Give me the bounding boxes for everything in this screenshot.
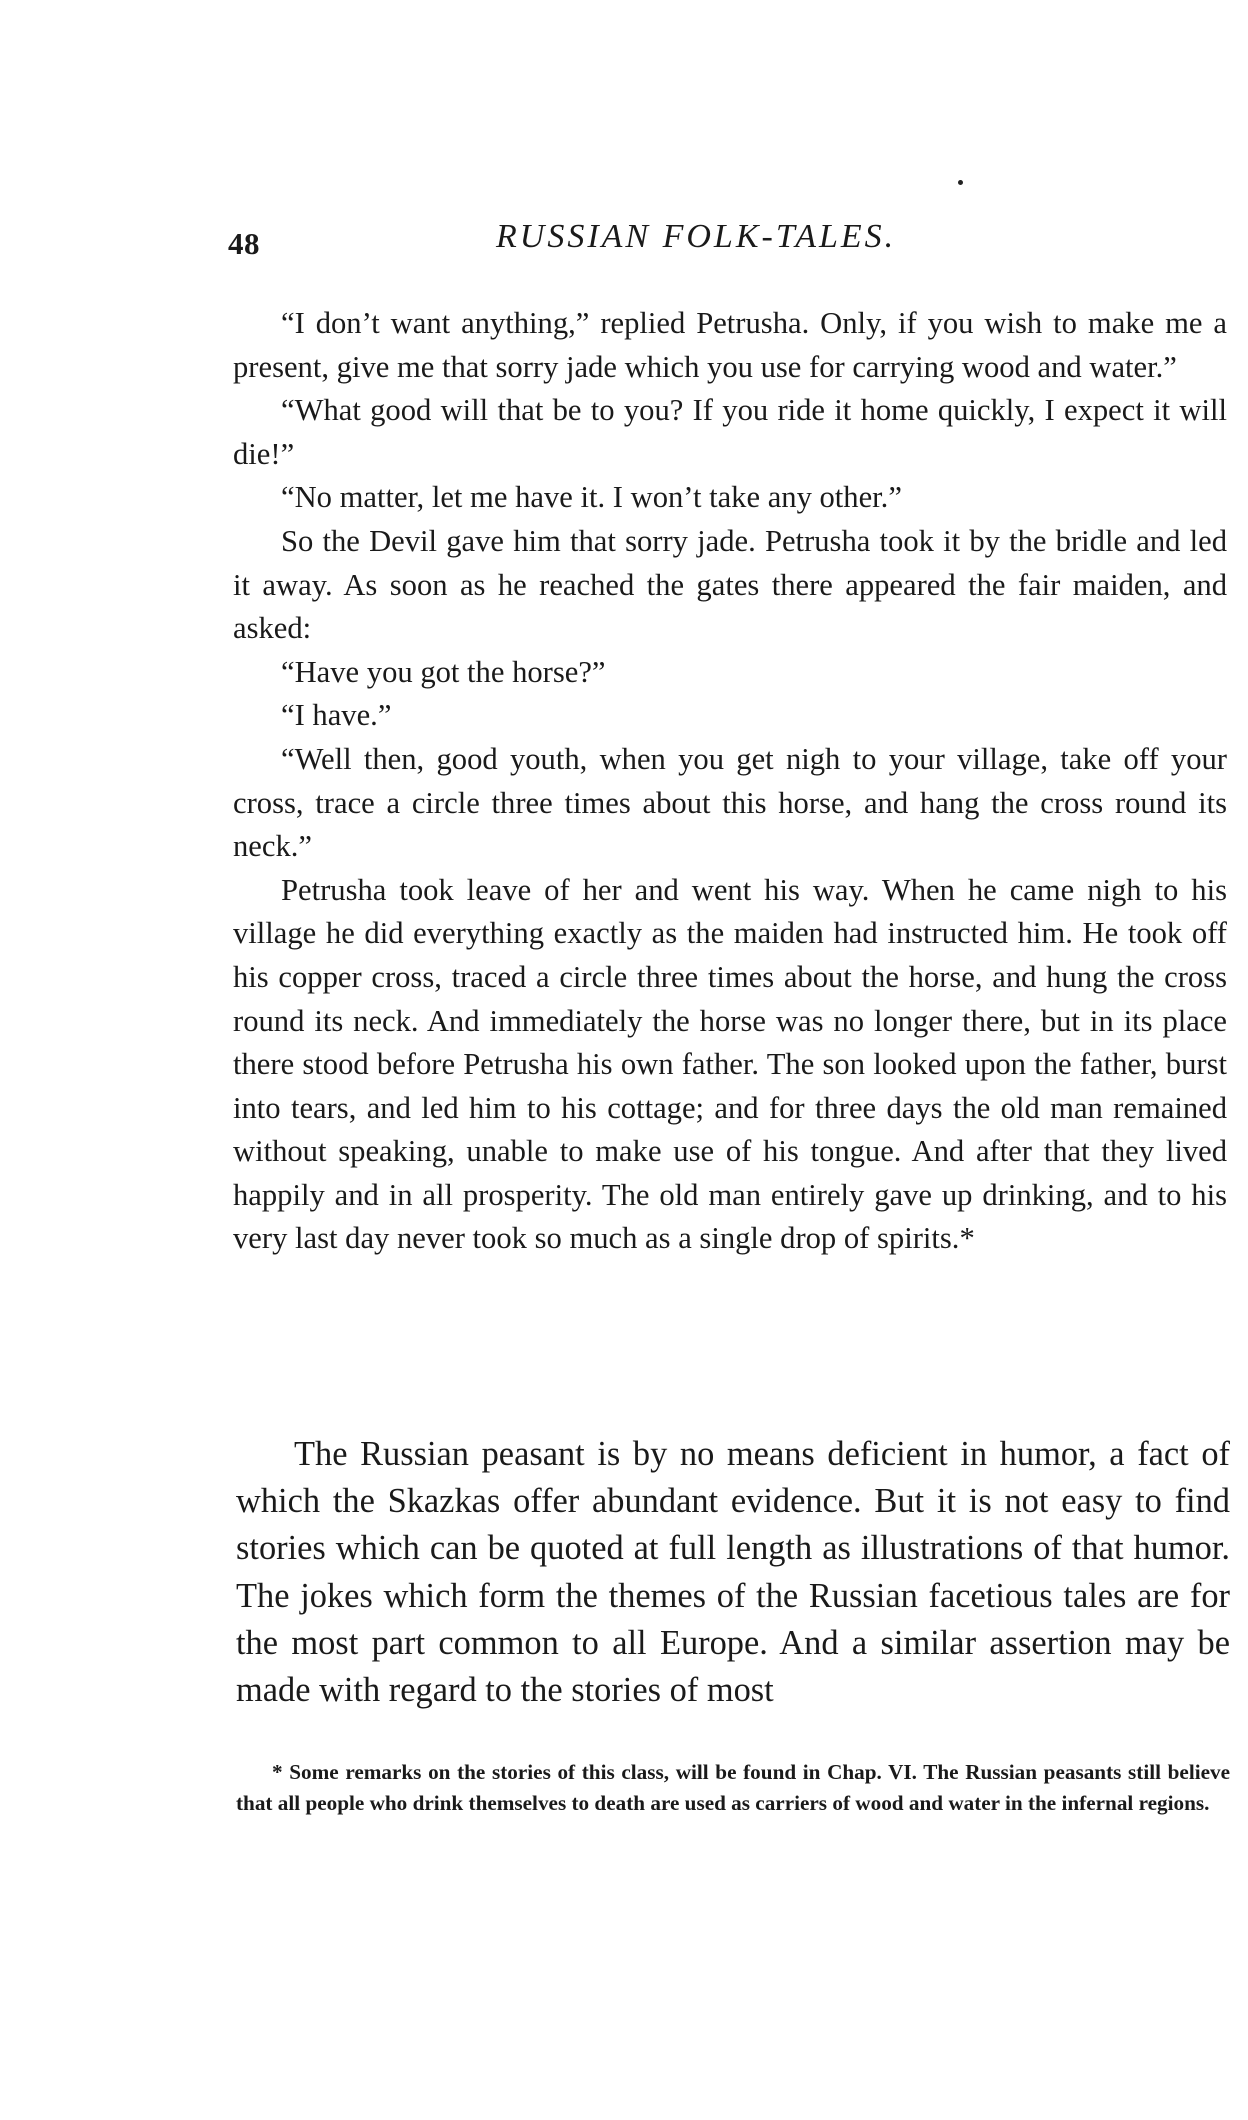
- footnote-text: * Some remarks on the stories of this class, will be found in Chap. VI. The Russian peasants still believe that all people who drink themselves to death are used as carriers of wood and water in the infernal regions.: [236, 1760, 1230, 1815]
- paragraph: Petrusha took leave of her and went his way. When he came nigh to his village he did everything exactly as the maiden had instructed him. He took off his copper cross, traced a circle three times about the horse, and hung the cross round its neck. And immediately the horse was no longer there, but in its place there stood before Petrusha his own father. The son looked upon the father, burst into tears, and led him to his cottage; and for three days the old man remained without speaking, unable to make use of his tongue. And after that they lived happily and in all prosperity. The old man entirely gave up drinking, and to his very last day never took so much as a single drop of spirits.*: [233, 872, 1227, 1256]
- paragraph: The Russian peasant is by no means deficient in humor, a fact of which the Skazkas offer abundant evidence. But it is not easy to find stories which can be quoted at full length as illustrations of that humor. The jokes which form the themes of the Russian facetious tales are for the most part common to all Europe. And a similar assertion may be made with regard to the stories of most: [236, 1435, 1230, 1710]
- paragraph: “I have.”: [281, 698, 392, 733]
- paragraph: “Have you got the horse?”: [281, 654, 606, 689]
- page-number: 48: [228, 226, 260, 261]
- running-title: RUSSIAN FOLK-TALES.: [496, 218, 897, 255]
- paragraph: So the Devil gave him that sorry jade. Petrusha took it by the bridle and led it away. As soon as he reached the gates there appeared the fair maiden, and asked:: [233, 523, 1227, 646]
- paragraph: “What good will that be to you? If you ride it home quickly, I expect it will die!”: [233, 393, 1227, 471]
- print-speck: [958, 180, 963, 185]
- commentary-text: [236, 1431, 1230, 1714]
- footnote: [236, 1757, 1230, 1819]
- paragraph: “No matter, let me have it. I won’t take any other.”: [281, 480, 902, 515]
- story-text: [233, 302, 1227, 1261]
- page-header: [228, 218, 1232, 270]
- paragraph: “I don’t want anything,” replied Petrusha. Only, if you wish to make me a present, give me that sorry jade which you use for carrying wood and water.”: [233, 306, 1227, 384]
- paragraph: “Well then, good youth, when you get nigh to your village, take off your cross, trace a circle three times about this horse, and hang the cross round its neck.”: [233, 741, 1227, 864]
